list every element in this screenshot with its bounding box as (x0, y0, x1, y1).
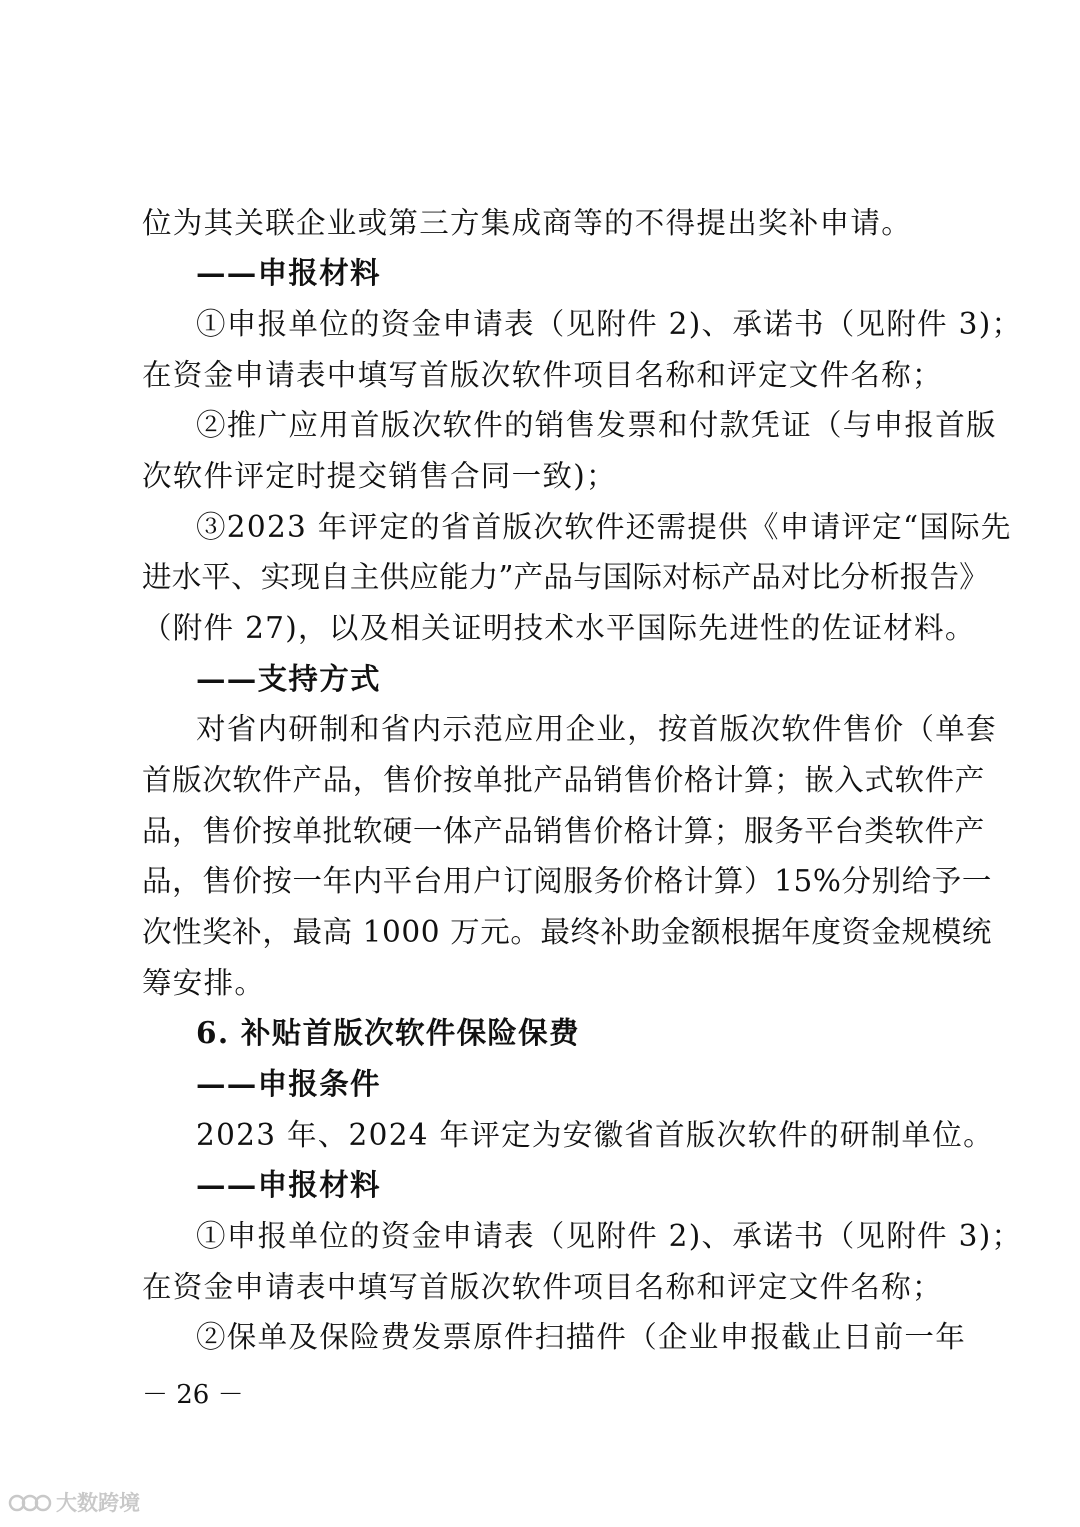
section-heading: ——申报条件 (196, 1066, 381, 1101)
section-heading: ——申报材料 (196, 1167, 381, 1202)
brand-logo-icon (8, 1490, 52, 1514)
page-number: － 26 － (142, 1380, 244, 1410)
section-heading: ——支持方式 (196, 661, 381, 696)
watermark-text: 大数跨境 (56, 1491, 140, 1515)
text-line: ②保单及保险费发票原件扫描件（企业申报截止日前一年 (196, 1320, 967, 1354)
text-line: ②推广应用首版次软件的销售发票和付款凭证（与申报首版 (196, 408, 997, 442)
text-line: 在资金申请表中填写首版次软件项目名称和评定文件名称； (142, 358, 943, 392)
text-line: 品，售价按单批软硬一体产品销售价格计算；服务平台类软件产 (142, 814, 985, 848)
text-line: 对省内研制和省内示范应用企业，按首版次软件售价（单套 (196, 712, 997, 746)
text-line: 次性奖补，最高 1000 万元。最终补助金额根据年度资金规模统 (142, 915, 992, 949)
text-line: ①申报单位的资金申请表（见附件 2)、承诺书（见附件 3)； (196, 307, 1023, 341)
text-line: ①申报单位的资金申请表（见附件 2)、承诺书（见附件 3)； (196, 1219, 1023, 1253)
subsection-title: 6. 补贴首版次软件保险保费 (196, 1015, 580, 1050)
text-line: 品，售价按一年内平台用户订阅服务价格计算）15%分别给予一 (142, 864, 992, 898)
text-line: 进水平、实现自主供应能力”产品与国际对标产品对比分析报告》 (142, 560, 989, 594)
text-line: 2023 年、2024 年评定为安徽省首版次软件的研制单位。 (196, 1118, 994, 1152)
text-line: 在资金申请表中填写首版次软件项目名称和评定文件名称； (142, 1270, 943, 1304)
text-line: 位为其关联企业或第三方集成商等的不得提出奖补申请。 (142, 206, 913, 240)
text-line: 次软件评定时提交销售合同一致)； (142, 459, 617, 493)
watermark (8, 1488, 140, 1516)
section-heading: ——申报材料 (196, 255, 381, 290)
text-line: 首版次软件产品，售价按单批产品销售价格计算；嵌入式软件产 (142, 763, 985, 797)
text-line: ③2023 年评定的省首版次软件还需提供《申请评定“国际先 (196, 510, 1012, 544)
text-line: （附件 27)，以及相关证明技术水平国际先进性的佐证材料。 (142, 611, 976, 645)
text-line: 筹安排。 (142, 966, 266, 1000)
